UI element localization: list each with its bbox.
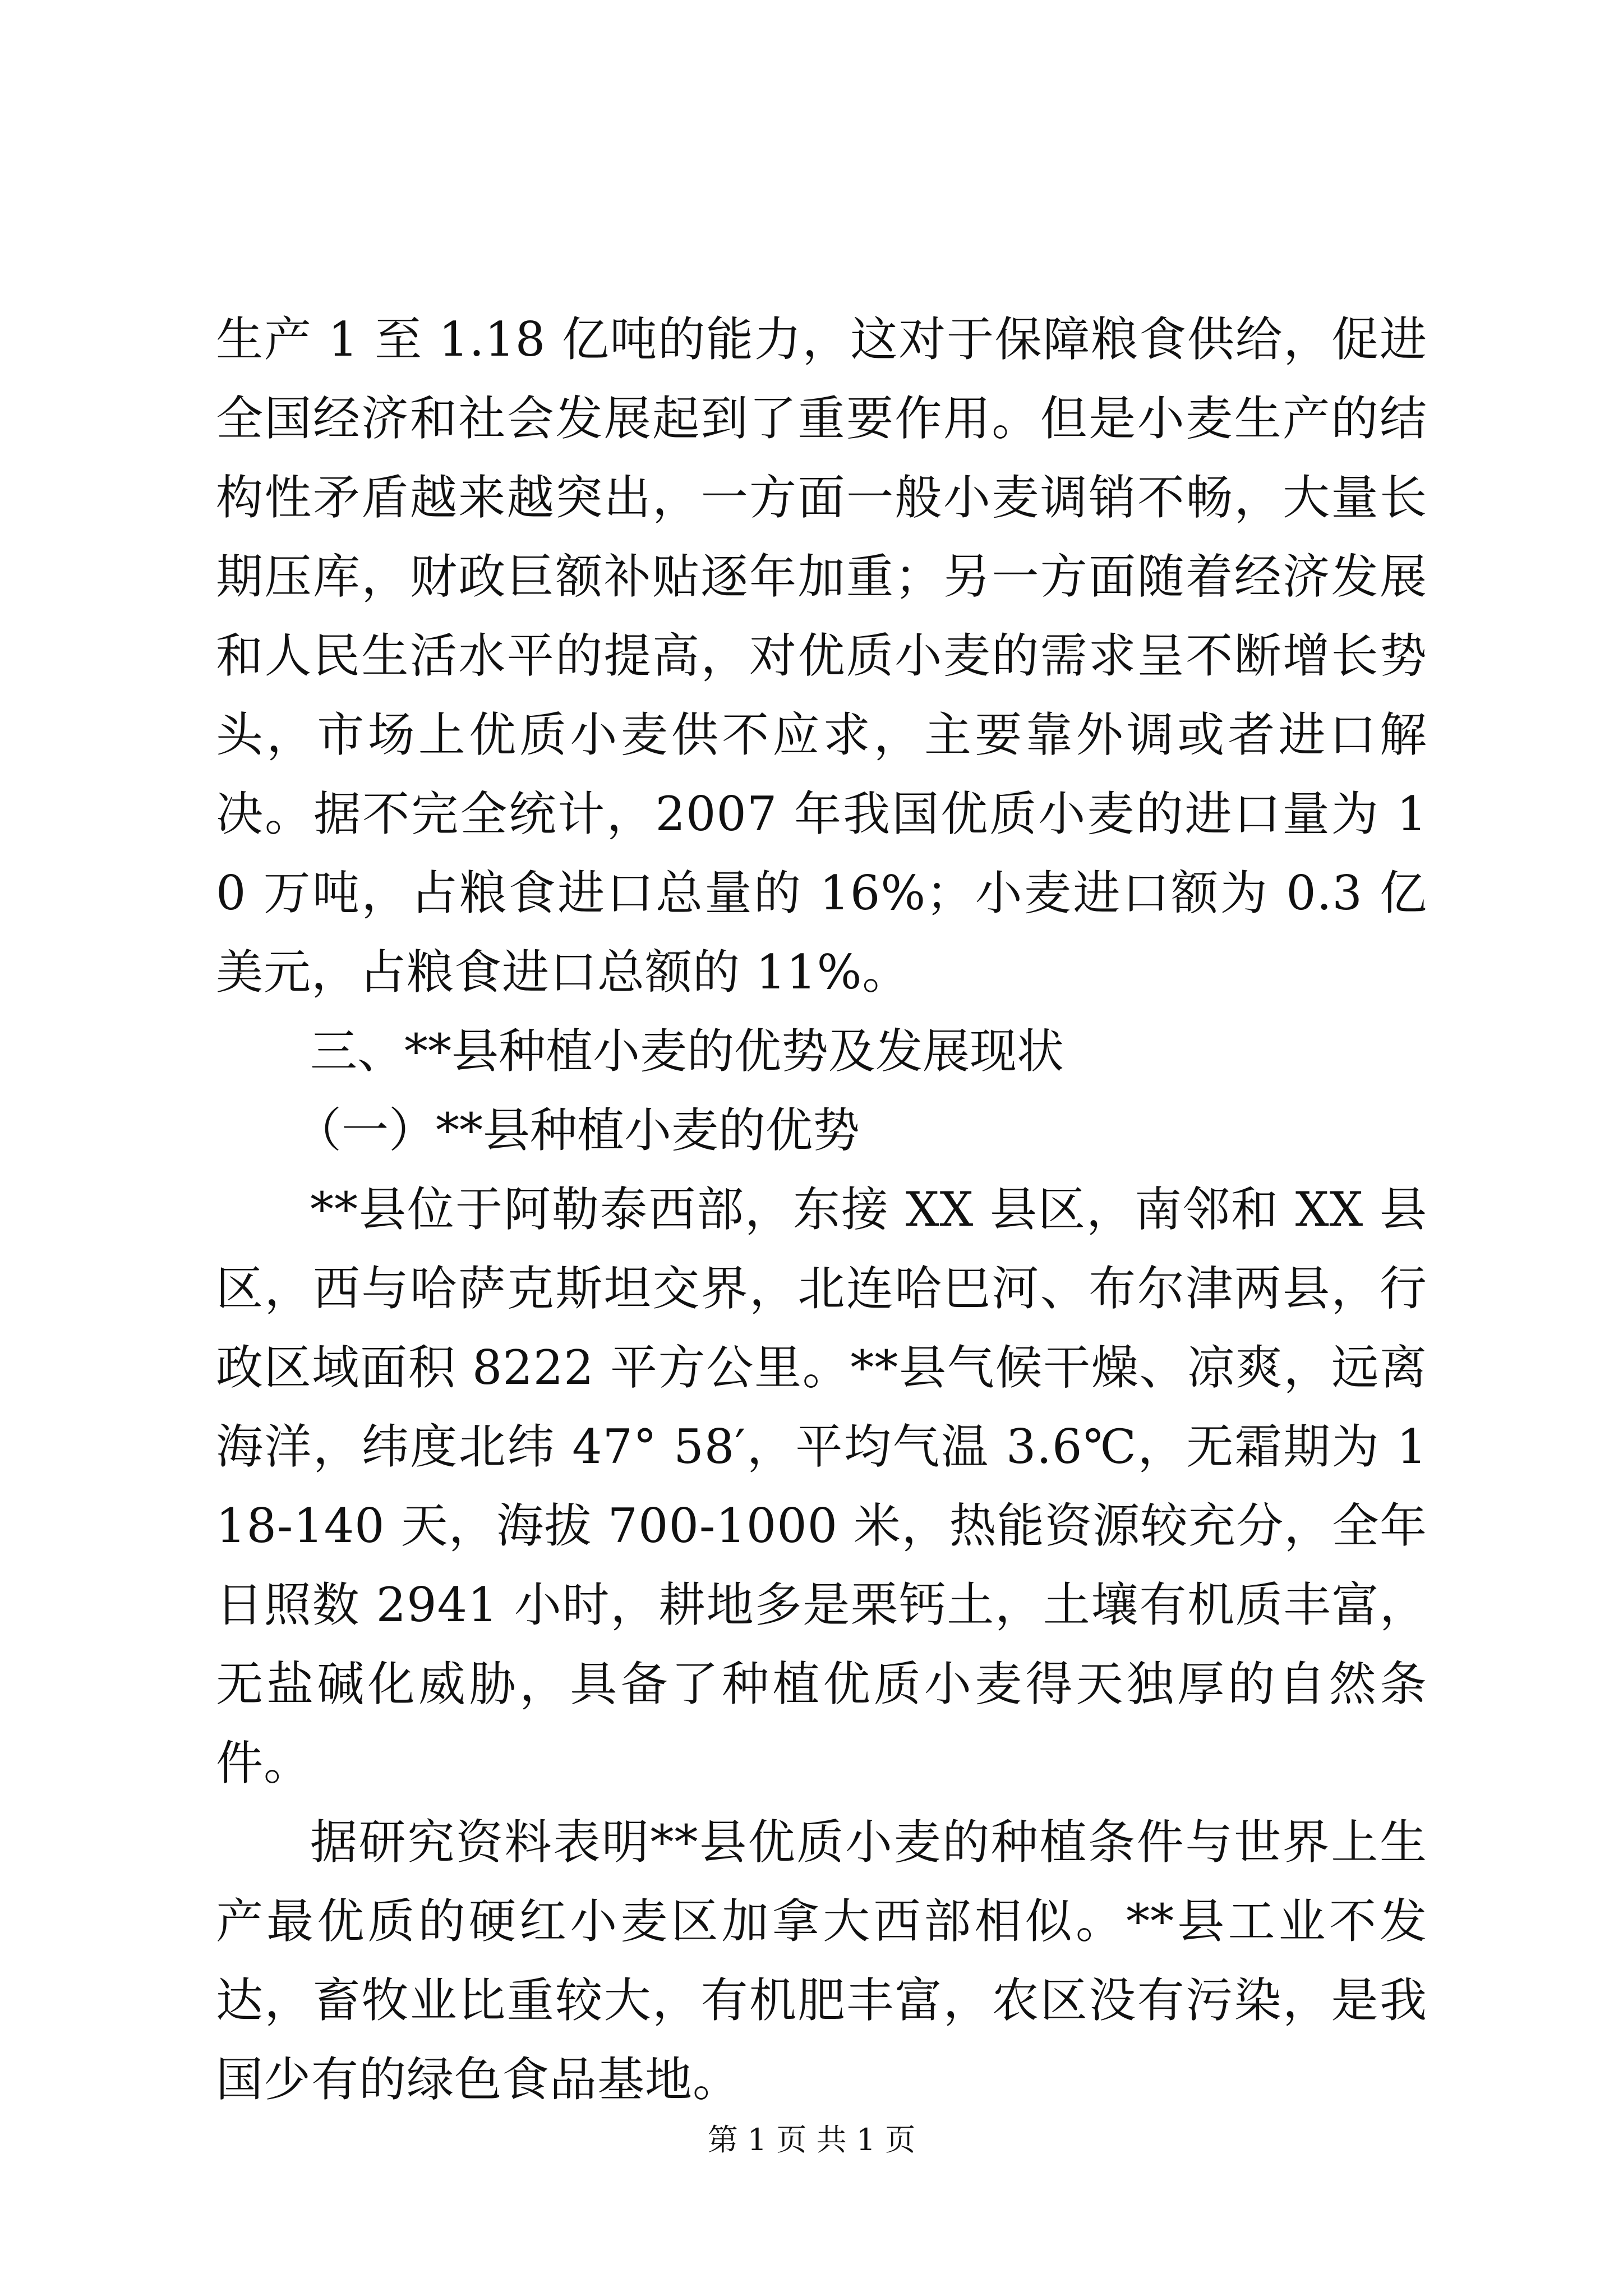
document-body [216, 300, 1427, 2119]
section-heading-advantages-status: 三、**县种植小麦的优势及发展现状 [310, 1024, 1064, 1079]
paragraph-research-findings: 据研究资料表明**县优质小麦的种植条件与世界上生产最优质的硬红小麦区加拿大西部相似。**县工业不发达，畜牧业比重较大，有机肥丰富，农区没有污染，是我国少有的绿色食品基地。 [216, 1815, 1427, 2107]
subsection-heading-advantages: （一）**县种植小麦的优势 [294, 1103, 860, 1158]
paragraph-grain-production: 生产 1 至 1.18 亿吨的能力，这对于保障粮食供给，促进全国经济和社会发展起到了重要作用。但是小麦生产的结构性矛盾越来越突出，一方面一般小麦调销不畅，大量长期压库，财政巨额补贴逐年加重；另一方面随着经济发展和人民生活水平的提高，对优质小麦的需求呈不断增长势头，市场上优质小麦供不应求，主要靠外调或者进口解决。据不完全统计，2007 年我国优质小麦的进口量为 10 万吨，占粮食进口总量的 16%；小麦进口额为 0.3 亿美元，占粮食进口总额的 11%。 [216, 312, 1427, 1000]
page-footer: 第 1 页 共 1 页 [707, 2122, 916, 2157]
paragraph-county-geography: **县位于阿勒泰西部，东接 XX 县区，南邻和 XX 县区，西与哈萨克斯坦交界，北连哈巴河、布尔津两县，行政区域面积 8222 平方公里。**县气候干燥、凉爽，远离海洋，纬度北纬 47° 58′，平均气温 3.6℃，无霜期为 118-140 天，海拔 700-1000 米，热能资源较充分，全年日照数 2941 小时，耕地多是栗钙土，土壤有机质丰富，无盐碱化威胁，具备了种植优质小麦得天独厚的自然条件。 [216, 1182, 1427, 1791]
